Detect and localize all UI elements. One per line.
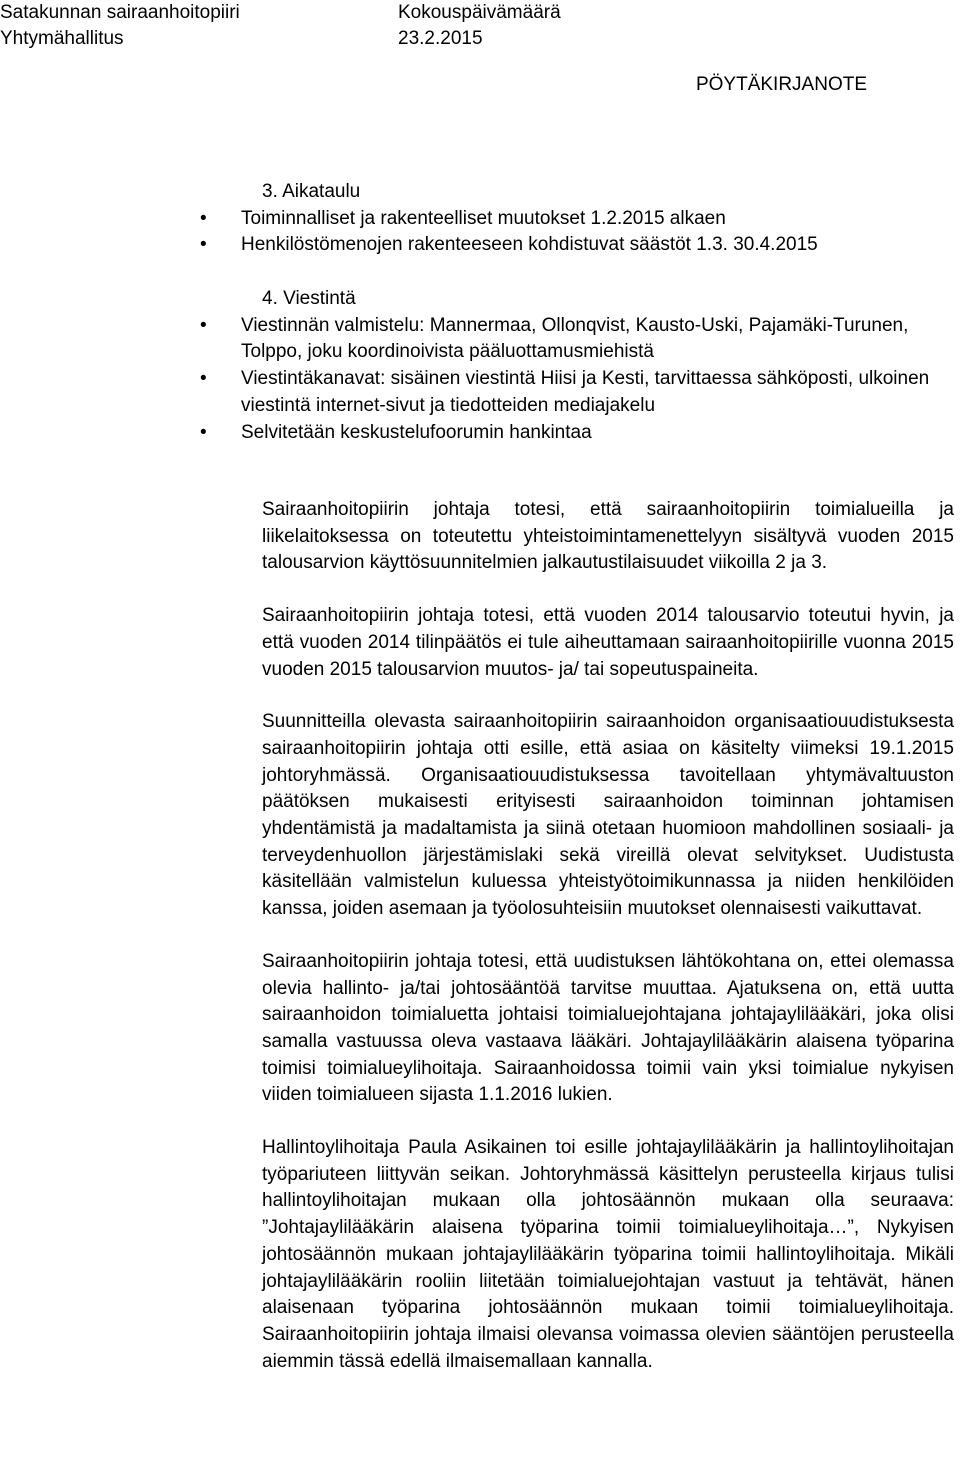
minutes-body [262, 497, 954, 1401]
section-heading: 4. Viestintä [262, 288, 356, 309]
meeting-date: 23.2.2015 [398, 28, 483, 49]
paragraph: Hallintoylihoitaja Paula Asikainen toi esille johtajaylilääkärin ja hallintoylihoitajan työpariuteen liittyvän seikan. Johtoryhmässä käsittelyn perusteella kirjaus tulisi hallintoylihoitajan mukaan olla johtosäännön mukaan olla seuraava: ”Johtajaylilääkärin alaisena työparina toimii toimialueylihoitaja…”, Nykyisen johtosäännön mukaan johtajaylilääkärin työparina toimii hallintoylihoitaja. Mikäli johtajaylilääkärin rooliin liitetään toimialuejohtajan vastuut ja tehtävät, hänen alaisenaan työparina johtosäännön mukaan toimii toimialueylihoitaja. Sairaanhoitopiirin johtaja ilmaisi olevansa voimassa olevien sääntöjen perusteella aiemmin tässä edellä ilmaisemallaan kannalla. [262, 1137, 954, 1372]
section-communication [200, 286, 958, 446]
section-schedule [200, 179, 818, 259]
paragraph: Sairaanhoitopiirin johtaja totesi, että vuoden 2014 talousarvio toteutui hyvin, ja että vuoden 2014 tilinpäätös ei tule aiheuttamaan sairaanhoitopiirille vuonna 2015 vuoden 2015 talousarvion muutos- ja/ tai sopeutuspaineita. [262, 605, 954, 680]
bullet-icon: • [200, 234, 207, 256]
list-item: • Selvitetään keskustelufoorumin hankintaa [242, 420, 958, 447]
list-item: • Toiminnalliset ja rakenteelliset muutokset 1.2.2015 alkaen [242, 206, 818, 233]
list-item: • Viestinnän valmistelu: Mannermaa, Ollonqvist, Kausto-Uski, Pajamäki-Turunen, Tolppo, joku koordinoivista pääluottamusmiehistä [200, 314, 909, 363]
paragraph: Suunnitteilla olevasta sairaanhoitopiirin sairaanhoidon organisaatiouudistuksesta sairaanhoitopiirin johtaja otti esille, että asiaa on käsitelty viimeksi 19.1.2015 johtoryhmässä. Organisaatiouudistuksessa tavoitellaan yhtymävaltuuston päätöksen mukaisesti erityisesti sairaanhoidon toiminnan johtamisen yhdentämistä ja madaltamista ja siinä otetaan huomioon mahdollinen sosiaali- ja terveydenhuollon järjestämislaki sekä vireillä olevat selvitykset. Uudistusta käsitellään valmistelun kuluessa yhteistyötoimikunnassa ja niiden henkilöiden kanssa, joiden asemaan ja työolosuhteisiin muutokset olennaisesti vaikuttavat. [262, 711, 954, 920]
meeting-date-block [398, 0, 561, 52]
bullet-icon: • [200, 421, 207, 443]
list-item: • Viestintäkanavat: sisäinen viestintä Hiisi ja Kesti, tarvittaessa sähköposti, ulkoinen viestintä internet-sivut ja tiedotteiden mediajakelu [200, 368, 930, 416]
bullet-list [200, 206, 818, 259]
list-item: • Henkilöstömenojen rakenteeseen kohdistuvat säästöt 1.3. 30.4.2015 [242, 232, 818, 259]
organization-name: Satakunnan sairaanhoitopiiri [0, 2, 240, 23]
section-heading: 3. Aikataulu [262, 181, 361, 202]
document-type: PÖYTÄKIRJANOTE [695, 74, 867, 95]
paragraph: Sairaanhoitopiirin johtaja totesi, että sairaanhoitopiirin toimialueilla ja liikelaitoksessa on toteutettu yhteistoimintamenettelyyn sisältyvä vuoden 2015 talousarvion käyttösuunnitelmien jalkautustilaisuudet viikoilla 2 ja 3. [262, 499, 954, 574]
paragraph: Sairaanhoitopiirin johtaja totesi, että uudistuksen lähtökohtana on, ettei olemassa olevia hallinto- ja/tai johtosääntöä tarvitse muuttaa. Ajatuksena on, että uutta sairaanhoidon toimialuetta johtaisi toimialuejohtajana johtajaylilääkäri, joka olisi samalla vastuussa oleva vastaava lääkäri. Johtajaylilääkärin alaisena työparina toimisi toimialueylihoitaja. Sairaanhoidossa toimii vain yksi toimialue nykyisen viiden toimialueen sijasta 1.1.2016 lukien. [262, 950, 954, 1106]
meeting-date-label: Kokouspäivämäärä [398, 2, 561, 23]
bullet-icon: • [200, 207, 207, 229]
bullet-icon: • [200, 314, 207, 336]
bullet-icon: • [200, 368, 207, 390]
bullet-list [200, 313, 958, 447]
organization-block [0, 0, 240, 52]
committee-name: Yhtymähallitus [0, 28, 124, 49]
